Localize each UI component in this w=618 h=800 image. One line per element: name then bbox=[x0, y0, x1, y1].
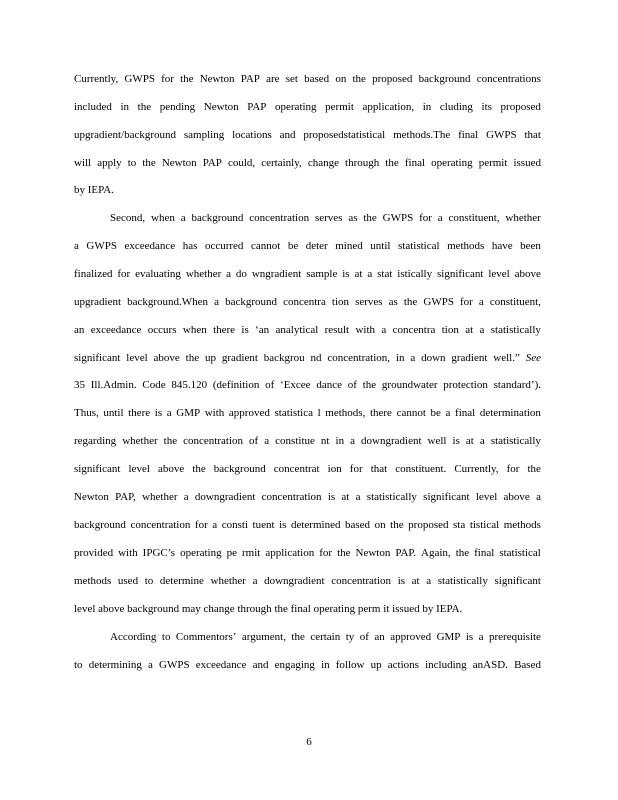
text-line: significant level above the background concentrat ion for that constituent. Currently, for the bbox=[74, 463, 541, 475]
page-number: 6 bbox=[306, 736, 312, 748]
text-line: will apply to the Newton PAP could, certainly, change through the final operating permit issued bbox=[74, 157, 541, 169]
text-line: upgradient background.When a background concentra tion serves as the GWPS for a constituent, bbox=[74, 296, 541, 308]
text-line: methods used to determine whether a downgradient concentration is at a statistically significant bbox=[74, 575, 541, 587]
text-line: According to Commentors’ argument, the certain ty of an approved GMP is a prerequisite bbox=[110, 631, 541, 643]
text-line: by IEPA. bbox=[74, 184, 114, 196]
text-line: upgradient/background sampling locations and proposedstatistical methods.The final GWPS that bbox=[74, 129, 541, 141]
text-line: Currently, GWPS for the Newton PAP are set based on the proposed background concentrations bbox=[74, 73, 541, 85]
text-line: provided with IPGC’s operating pe rmit application for the Newton PAP. Again, the final statistical bbox=[74, 547, 541, 559]
text-line: Newton PAP, whether a downgradient concentration is at a statistically significant level above a bbox=[74, 491, 541, 503]
text-line: background concentration for a consti tuent is determined based on the proposed sta tistical methods bbox=[74, 519, 541, 531]
text-line: to determining a GWPS exceedance and engaging in follow up actions including anASD. Based bbox=[74, 659, 541, 671]
text-line: included in the pending Newton PAP operating permit application, in cluding its proposed bbox=[74, 101, 541, 113]
text-line: a GWPS exceedance has occurred cannot be deter mined until statistical methods have been bbox=[74, 240, 541, 252]
text-line: Thus, until there is a GMP with approved statistica l methods, there cannot be a final determination bbox=[74, 407, 541, 419]
text-line: 35 Ill.Admin. Code 845.120 (definition of ‘Excee dance of the groundwater protection standard’). bbox=[74, 379, 541, 391]
text-line: regarding whether the concentration of a constitue nt in a downgradient well is at a statistically bbox=[74, 435, 541, 447]
text-line: significant level above the up gradient backgrou nd concentration, in a down gradient well.” See bbox=[74, 352, 541, 364]
text-line: level above background may change through the final operating perm it issued by IEPA. bbox=[74, 603, 463, 615]
text-line: an exceedance occurs when there is ‘an analytical result with a concentra tion at a statistically bbox=[74, 324, 541, 336]
text-line: finalized for evaluating whether a do wngradient sample is at a stat istically significant level above bbox=[74, 268, 541, 280]
text-line: Second, when a background concentration serves as the GWPS for a constituent, whether bbox=[110, 212, 541, 224]
